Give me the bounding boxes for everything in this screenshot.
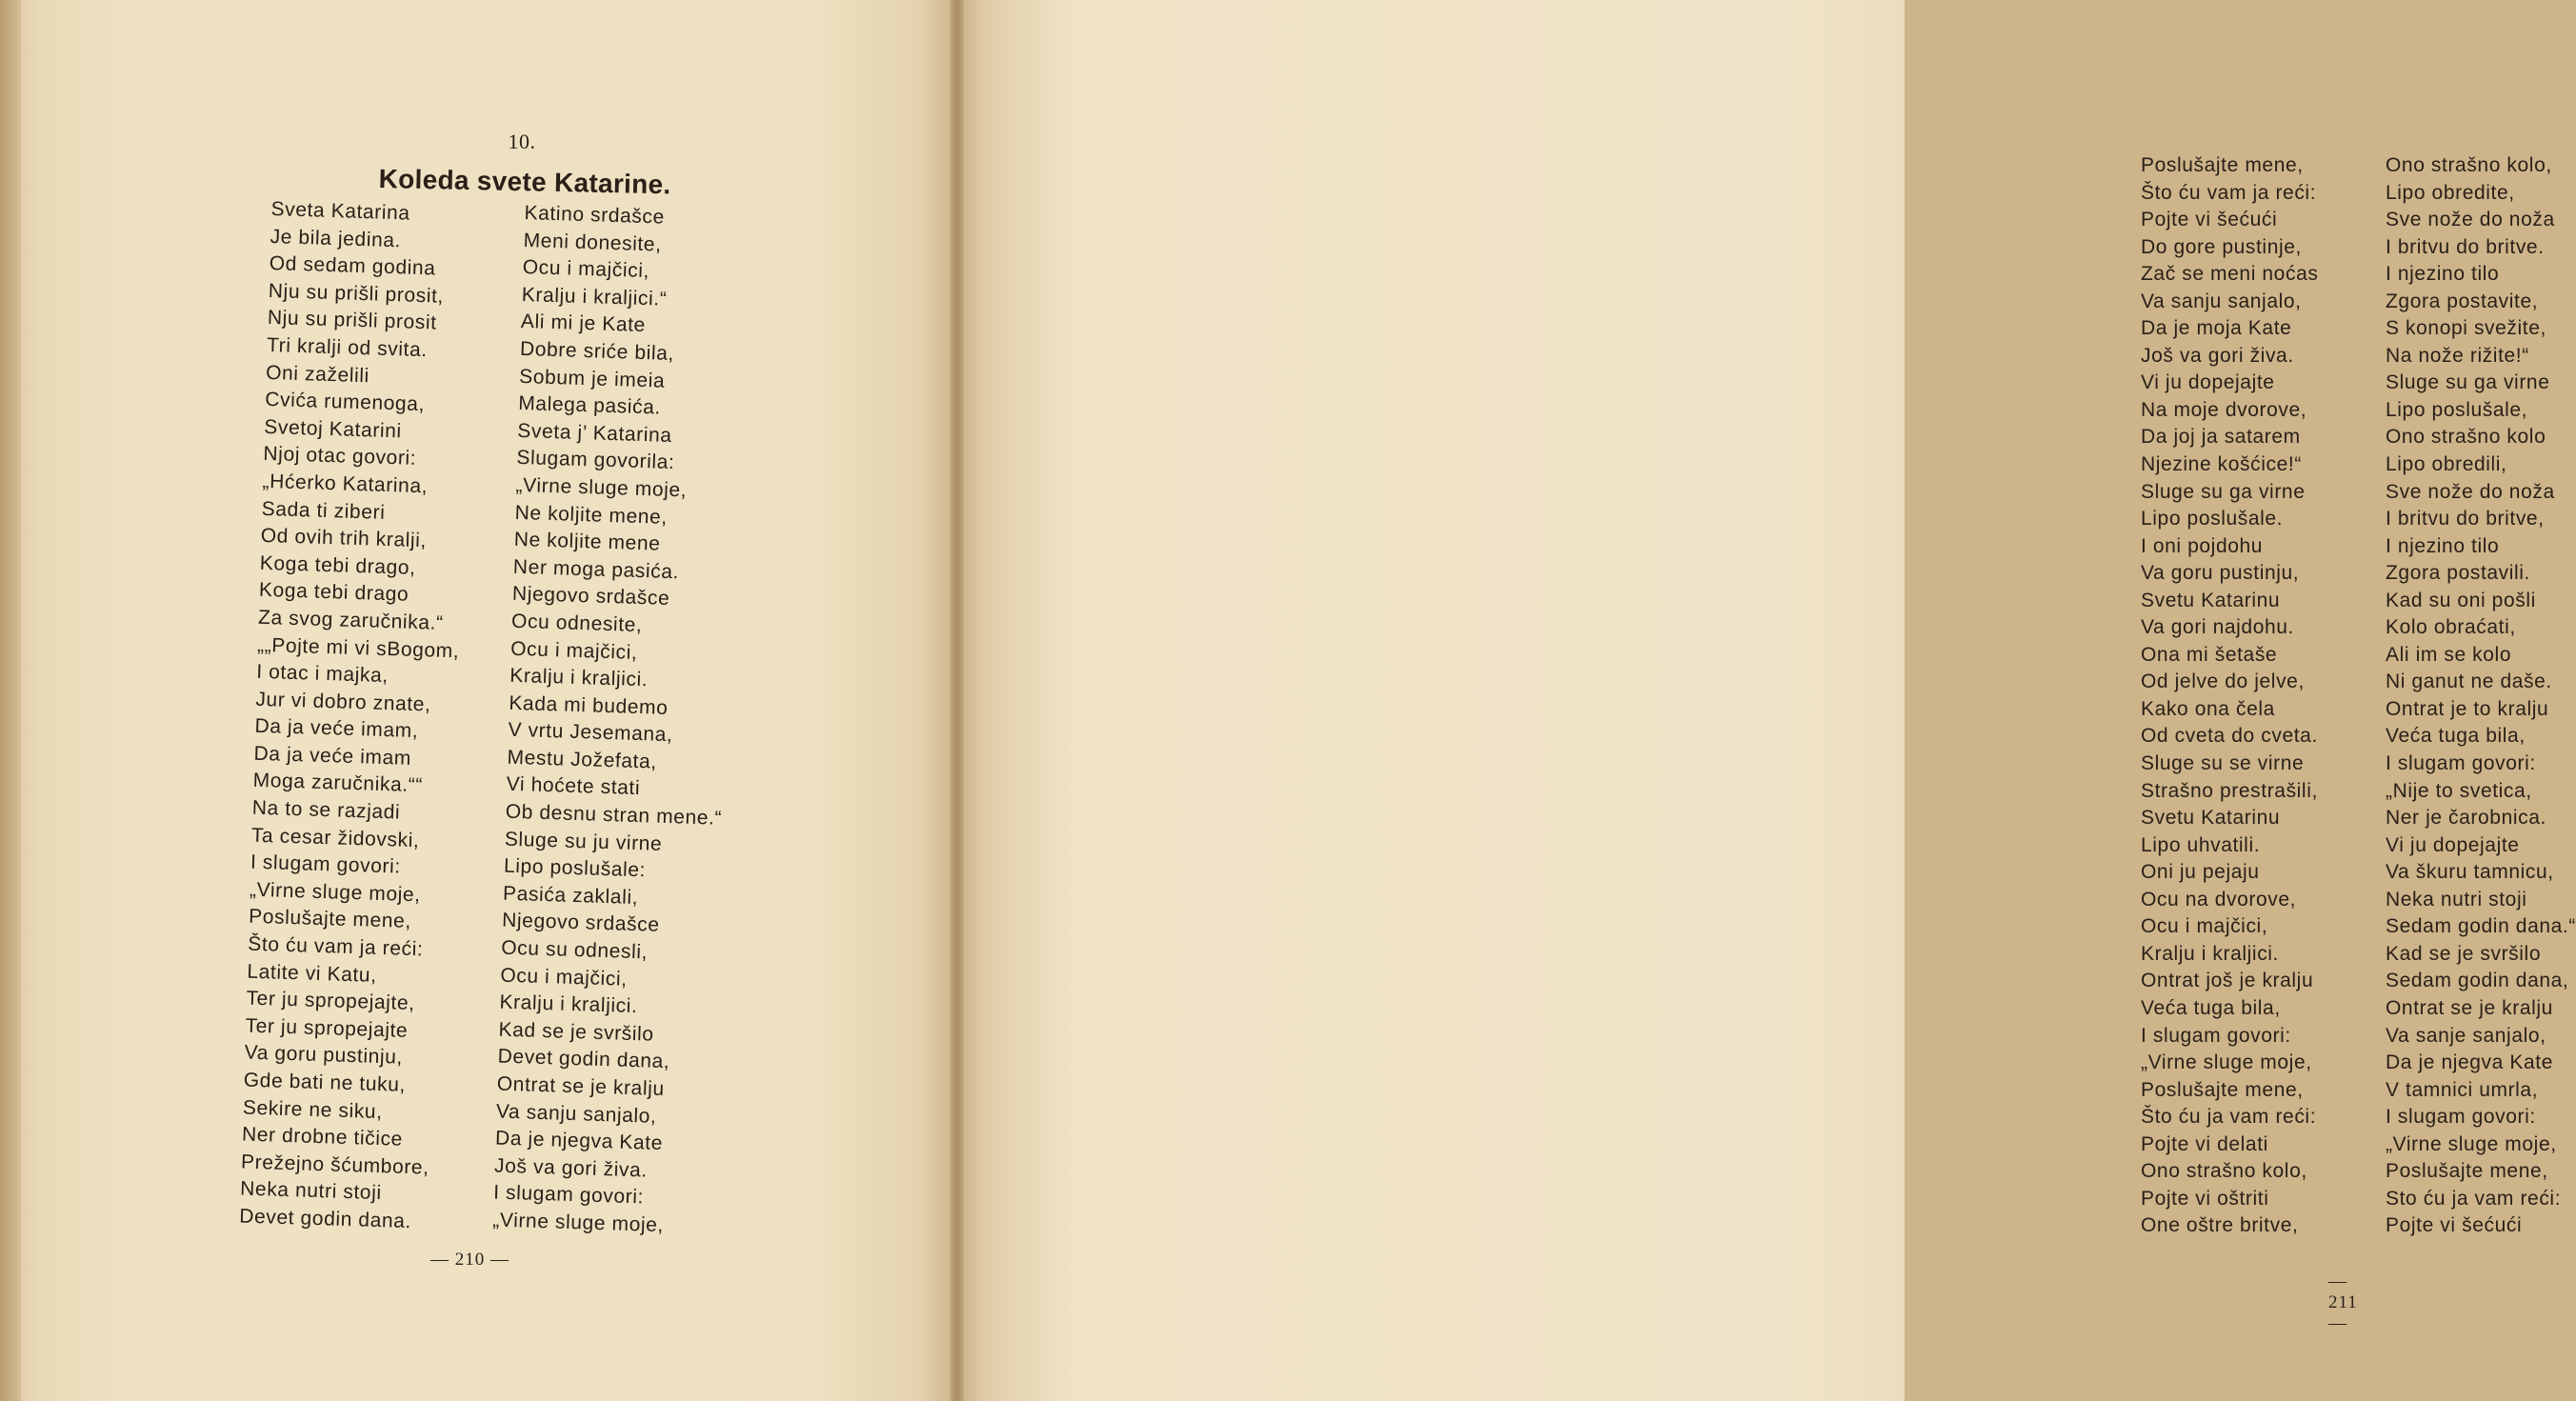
poem-line: Pojte vi oštriti <box>2141 1187 2269 1210</box>
poem-line: Strašno prestrašili, <box>2141 779 2318 802</box>
poem-line: Sluge su ga virne <box>2141 480 2306 503</box>
poem-line: „Virne sluge moje, <box>249 878 422 907</box>
poem-line: Malega pasića. <box>517 392 662 419</box>
poem-line: Još va gori živa. <box>2141 344 2294 367</box>
right-page <box>957 0 2576 1401</box>
poem-line: Ontrat se je kralju <box>2386 996 2553 1019</box>
poem-line: V tamnici umrla, <box>2386 1078 2539 1101</box>
poem-line: I oni pojdohu <box>2141 534 2264 557</box>
poem-line: Na nože rižite!“ <box>2386 344 2529 367</box>
poem-line: Poslušajte mene, <box>248 906 412 933</box>
poem-line: Sluge su se virne <box>2141 752 2305 775</box>
poem-line: Pojte vi delati <box>2141 1132 2268 1155</box>
poem-line: Ono strašno kolo, <box>2386 154 2552 176</box>
poem-line: Da joj ja satarem <box>2141 426 2301 449</box>
poem-line: Vi ju dopejajte <box>2141 371 2275 394</box>
poem-line: Što ću ja vam reći: <box>2141 1106 2317 1129</box>
poem-line: Neka nutri stoji <box>239 1177 383 1205</box>
poem-line: Njegovo srdašce <box>511 583 670 610</box>
poem-line: Devet godin dana, <box>497 1045 670 1073</box>
poem-line: Sluge su ga virne <box>2386 371 2550 394</box>
poem-line: Od sedam godina <box>269 252 436 280</box>
poem-line: Veća tuga bila, <box>2141 996 2281 1019</box>
poem-line: Zač se meni noćas <box>2141 263 2319 286</box>
poem-line: V vrtu Jesemana, <box>508 719 673 747</box>
poem-line: Ne koljite mene, <box>514 501 669 529</box>
poem-line: Kralju i kraljici. <box>499 991 638 1018</box>
poem-line: Va gori najdohu. <box>2141 616 2294 639</box>
poem-line: Nju su prišli prosit <box>267 307 437 334</box>
left-column-2 <box>492 200 741 1241</box>
poem-line: I njezino tilo <box>2386 534 2500 557</box>
poem-line: Cvića rumenoga, <box>264 389 426 416</box>
poem-line: Pojte vi šećući <box>2386 1214 2523 1237</box>
poem-line: Kolo obraćati, <box>2386 616 2516 639</box>
poem-line: Sve nože do noža <box>2386 480 2555 503</box>
poem-line: Ni ganut ne daše. <box>2386 670 2552 693</box>
poem-line: „Virne sluge moje, <box>515 473 688 502</box>
poem-line: Ocu i majčici, <box>509 637 638 664</box>
poem-line: Da je njegva Kate <box>494 1127 664 1155</box>
left-page <box>0 0 957 1401</box>
poem-line: Svetu Katarinu <box>2141 807 2281 830</box>
poem-line: Njoj otac govori: <box>263 443 417 470</box>
poem-line: Da ja veće imam <box>253 742 412 770</box>
poem-line: Ner moga pasića. <box>512 555 680 583</box>
poem-line: Latite vi Katu, <box>247 960 377 987</box>
poem-line: I slugam govori: <box>250 851 402 878</box>
poem-line: Jur vi dobro znate, <box>255 688 431 716</box>
poem-line: „Virne sluge moje, <box>2386 1132 2557 1155</box>
poem-line: I otac i majka, <box>255 660 389 688</box>
poem-line: Sedam godin dana, <box>2386 970 2569 992</box>
poem-line: Ono strašno kolo, <box>2141 1160 2307 1183</box>
poem-line: Sveta j’ Katarina <box>517 419 673 447</box>
poem-line: Ocu su odnesli, <box>500 936 649 964</box>
poem-line: Ali im se kolo <box>2386 643 2512 666</box>
poem-line: Ner je čarobnica. <box>2386 807 2546 830</box>
poem-line: Gde bati ne tuku, <box>243 1069 407 1096</box>
poem-line: Sekire ne siku, <box>242 1096 383 1123</box>
poem-line: Ner drobne tičice <box>241 1123 404 1151</box>
poem-line: Devet godin dana. <box>238 1205 412 1233</box>
poem-line: Zgora postavili. <box>2386 562 2530 585</box>
poem-line: Va goru pustinju, <box>244 1041 404 1070</box>
poem-line: Va sanje sanjalo, <box>2386 1024 2546 1047</box>
poem-line: Da je njegva Kate <box>2386 1051 2553 1074</box>
poem-line: Ontrat još je kralju <box>2141 970 2314 992</box>
poem-line: Na to se razjadi <box>251 796 401 824</box>
poem-line: Lipo obredili, <box>2386 453 2507 476</box>
poem-line: Ontrat se je kralju <box>496 1072 666 1101</box>
poem-line: Kad se je svršilo <box>498 1018 655 1046</box>
poem-line: „Virne sluge moje, <box>2141 1051 2312 1074</box>
page-number-left: — 210 — <box>430 1250 509 1270</box>
poem-line: Do gore pustinje, <box>2141 235 2302 258</box>
poem-line: Tri kralji od svita. <box>266 333 429 362</box>
poem-line: I britvu do britve, <box>2386 508 2545 530</box>
poem-line: Lipo uhvatili. <box>2141 833 2261 856</box>
poem-line: Veća tuga bila, <box>2386 725 2526 748</box>
poem-line: Što ću vam ja reći: <box>247 932 424 961</box>
poem-line: One oštre britve, <box>2141 1214 2299 1237</box>
poem-line: Poslušajte mene, <box>2141 154 2304 176</box>
poem-line: Moga zaručnika.““ <box>252 770 424 797</box>
poem-line: Da je moja Kate <box>2141 317 2292 340</box>
poem-line: I slugam govori: <box>2386 1106 2536 1129</box>
poem-line: I njezino tilo <box>2386 263 2500 286</box>
poem-line: Katino srdašce <box>524 201 666 229</box>
poem-line: Va sanju sanjalo, <box>2141 290 2302 312</box>
poem-line: Lipo poslušale. <box>2141 508 2284 530</box>
left-column-1 <box>239 196 473 1237</box>
poem-line: Vi ju dopejajte <box>2386 833 2520 856</box>
poem-line: Ob desnu stran mene.“ <box>505 800 723 830</box>
poem-line: Va sanju sanjalo, <box>495 1100 657 1128</box>
right-column-1 <box>2141 152 2318 1240</box>
poem-line: Ono strašno kolo <box>2386 426 2546 449</box>
poem-line: Sve nože do noža <box>2386 209 2555 231</box>
poem-line: Koga tebi drago, <box>259 551 416 579</box>
poem-line: Kad su oni pošli <box>2386 589 2536 611</box>
poem-line: Od ovih trih kralji, <box>260 524 428 552</box>
poem-line: Oni zaželili <box>265 361 370 387</box>
poem-line: Lipo obredite, <box>2386 181 2515 204</box>
poem-line: Sveta Katarina <box>270 197 411 225</box>
poem-line: Ontrat je to kralju <box>2386 697 2549 720</box>
poem-line: Nju su prišli prosit, <box>268 279 445 308</box>
poem-line: Va goru pustinju, <box>2141 562 2300 585</box>
book-gutter <box>950 0 964 1401</box>
poem-line: Ter ju spropejajte, <box>246 987 415 1015</box>
poem-line: Kako ona čela <box>2141 697 2275 720</box>
poem-line: Ocu na dvorove, <box>2141 888 2297 911</box>
poem-line: Pasića zaklali, <box>502 882 639 909</box>
poem-line: Sada ti ziberi <box>261 497 386 524</box>
poem-line: Kada mi budemo <box>509 691 669 719</box>
poem-line: Sluge su ju virne <box>504 828 663 855</box>
poem-line: Poslušajte mene, <box>2141 1078 2304 1101</box>
poem-line: Ocu i majčici, <box>500 964 628 991</box>
poem-line: Sedam godin dana.“ <box>2386 915 2576 938</box>
poem-line: Meni donesite, <box>523 229 662 256</box>
poem-line: Od cveta do cveta. <box>2141 725 2318 748</box>
right-column-2 <box>2386 152 2576 1240</box>
poem-line: Još va gori živa. <box>493 1154 649 1182</box>
poem-line: Slugam govorila: <box>516 447 675 474</box>
poem-line: „Hćerko Katarina, <box>262 470 429 498</box>
poem-line: Zgora postavite, <box>2386 290 2539 312</box>
page-number-right: — 211 — <box>2328 1271 2358 1333</box>
poem-line: I slugam govori: <box>2386 752 2536 775</box>
poem-number: 10. <box>508 130 536 153</box>
poem-line: Dobre sriće bila, <box>519 337 675 365</box>
poem-line: Za svog zaručnika.“ <box>257 606 445 634</box>
poem-line: Kralju i kraljici. <box>2141 942 2279 965</box>
poem-line: Ne koljite mene <box>513 528 661 555</box>
poem-title: Koleda svete Katarine. <box>378 164 671 200</box>
poem-line: Kad se je svršilo <box>2386 942 2542 965</box>
poem-line: „Virne sluge moje, <box>491 1209 665 1237</box>
poem-line: Ocu odnesite, <box>510 610 643 636</box>
poem-line: Ocu i majčici, <box>2141 915 2268 938</box>
poem-line: Njezine košćice!“ <box>2141 453 2302 476</box>
poem-line: Oni ju pejaju <box>2141 861 2260 884</box>
poem-line: Ocu i majčici, <box>522 256 650 283</box>
book-edge <box>0 0 21 1401</box>
poem-line: Svetoj Katarini <box>264 415 403 443</box>
poem-line: I slugam govori: <box>2141 1024 2291 1047</box>
poem-line: Va škuru tamnicu, <box>2386 861 2554 884</box>
poem-line: Mestu Jožefata, <box>507 746 658 773</box>
poem-line: „„Pojte mi vi sBogom, <box>256 633 460 662</box>
poem-line: I slugam govori: <box>492 1181 645 1209</box>
poem-line: Na moje dvorove, <box>2141 398 2307 421</box>
poem-line: Da ja veće imam, <box>254 715 419 743</box>
poem-line: S konopi svežite, <box>2386 317 2546 340</box>
poem-line: I britvu do britve. <box>2386 235 2545 258</box>
poem-line: Kralju i kraljici.“ <box>521 283 668 310</box>
poem-line: Lipo poslušale, <box>2386 398 2528 421</box>
poem-line: Ali mi je Kate <box>520 310 647 337</box>
poem-line: Pojte vi šećući <box>2141 209 2278 231</box>
poem-line: Što ću vam ja reći: <box>2141 181 2317 204</box>
poem-line: Ta cesar židovski, <box>250 824 420 851</box>
poem-line: Prežejno šćumbore, <box>240 1151 429 1179</box>
poem-line: Sto ću ja vam reći: <box>2386 1187 2562 1210</box>
poem-line: Ona mi šetaše <box>2141 643 2278 666</box>
poem-line: Njegovo srdašce <box>501 910 660 937</box>
poem-line: Svetu Katarinu <box>2141 589 2281 611</box>
poem-line: Je bila jedina. <box>270 225 402 251</box>
poem-line: Koga tebi drago <box>258 579 409 607</box>
poem-line: Vi hoćete stati <box>506 773 641 800</box>
poem-line: Neka nutri stoji <box>2386 888 2527 911</box>
poem-line: Od jelve do jelve, <box>2141 670 2305 693</box>
poem-line: Lipo poslušale: <box>503 854 647 882</box>
poem-line: Poslušajte mene, <box>2386 1160 2548 1183</box>
poem-line: Sobum je imeia <box>518 365 666 392</box>
poem-line: „Nije to svetica, <box>2386 779 2532 802</box>
poem-line: Kralju i kraljici. <box>509 664 649 691</box>
poem-line: Ter ju spropejajte <box>245 1014 409 1042</box>
